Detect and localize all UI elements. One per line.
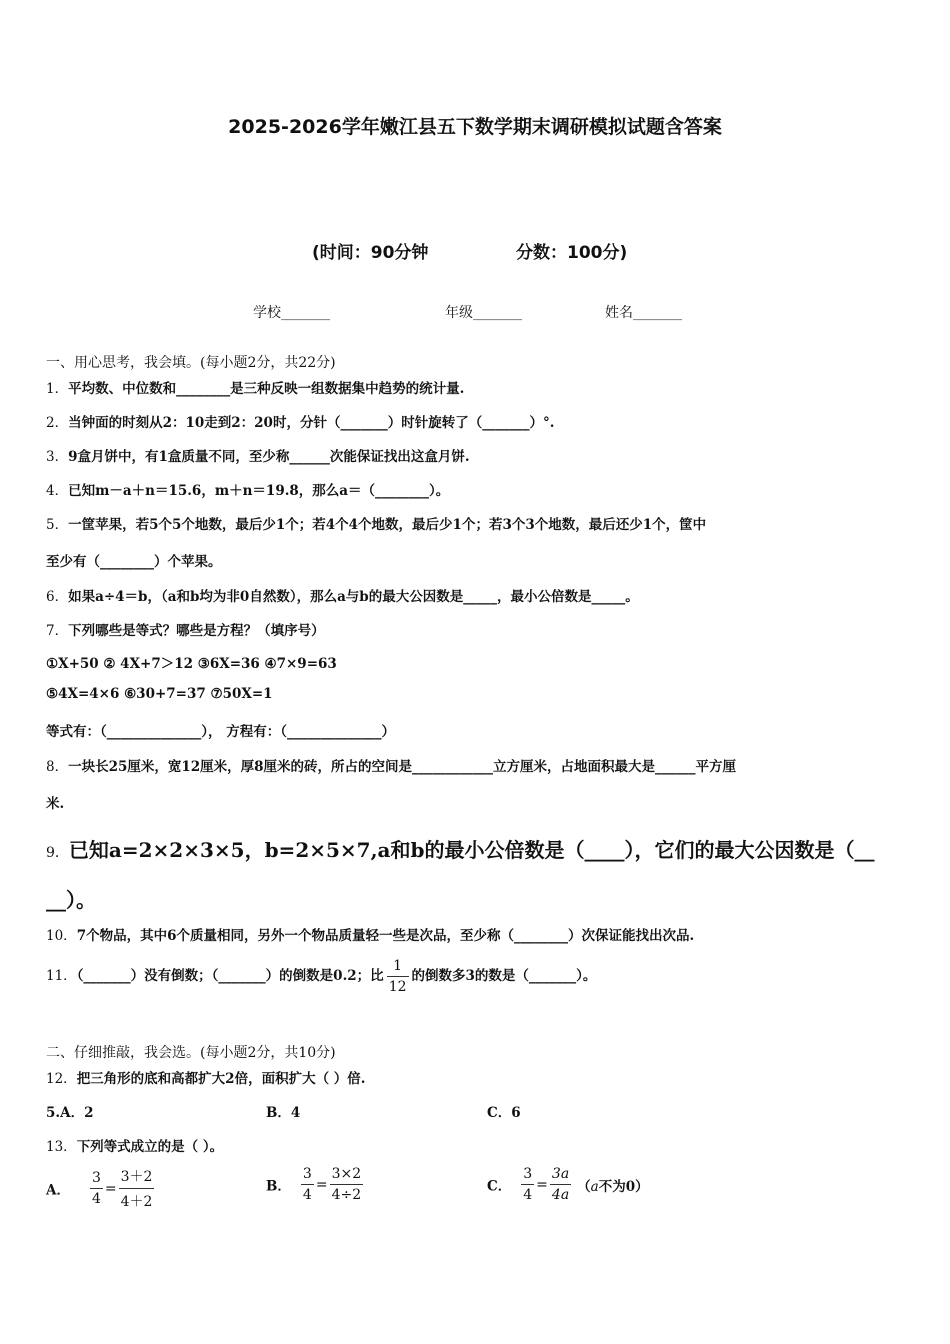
question-10 <box>46 924 694 944</box>
question-9-line-2: __）。 <box>46 888 96 912</box>
question-number: 10． <box>46 928 77 944</box>
fraction-right: $\frac{3\times 2}{4\div 2}$ <box>331 1166 362 1203</box>
question-number: 12． <box>46 1071 77 1087</box>
question-4 <box>46 479 449 499</box>
exam-time: (时间：90分钟 <box>312 243 429 263</box>
fraction-left: $\frac{3}{4}$ <box>523 1166 533 1203</box>
grade-field: 年级_______ <box>445 305 522 321</box>
option-a: 5.A．2 <box>46 1105 94 1121</box>
question-number: 4． <box>46 483 69 499</box>
question-7-items-1: ①X+50 ② 4X+7＞12 ③6X=36 ④7×9=63 <box>46 656 337 672</box>
question-8 <box>46 755 736 775</box>
question-text: 9盒月饼中，有1盒质量不同，至少称______次能保证找出这盒月饼. <box>68 449 470 465</box>
equals-sign: = <box>536 1176 548 1193</box>
question-9 <box>46 834 875 863</box>
fraction-left: $\frac{3}{4}$ <box>91 1170 101 1207</box>
question-text: 已知a=2×2×3×5，b=2×5×7,a和b的最小公倍数是（____），它们的最大公因数是（__ <box>68 838 875 862</box>
question-6 <box>46 585 639 605</box>
question-text: 一筐苹果，若5个5个地数，最后少1个；若4个4个地数，最后少1个；若3个3个地数，最后还少1个，筐中 <box>68 517 707 533</box>
question-text: 平均数、中位数和________是三种反映一组数据集中趋势的统计量. <box>68 381 465 397</box>
question-text: 7个物品，其中6个质量相同，另外一个物品质量轻一些是次品，至少称（________）次保证能找出次品. <box>76 928 695 944</box>
question-text: 下列哪些是等式？哪些是方程？（填序号） <box>68 623 325 639</box>
fraction-right: $\frac{3+2}{4+2}$ <box>119 1166 155 1211</box>
question-number: 9． <box>46 845 69 861</box>
question-5-line-2: 至少有（________）个苹果。 <box>46 554 222 570</box>
question-2 <box>46 411 554 431</box>
question-text-cont: 的倒数多3的数是（_______）。 <box>411 968 597 984</box>
question-13 <box>46 1135 223 1155</box>
question-number: 6． <box>46 589 69 605</box>
page-title: 2025-2026学年嫩江县五下数学期末调研模拟试题含答案 <box>228 116 722 138</box>
question-number: 3． <box>46 449 69 465</box>
option-c <box>487 1166 649 1203</box>
question-7 <box>46 619 325 639</box>
question-text: 一块长25厘米，宽12厘米，厚8厘米的砖，所占的空间是____________立方厘米，占地面积最大是______平方厘 <box>68 759 737 775</box>
option-label: B． <box>266 1178 291 1195</box>
name-field: 姓名_______ <box>605 305 682 321</box>
question-text: 把三角形的底和高都扩大2倍，面积扩大（ ）倍. <box>76 1071 366 1087</box>
option-b <box>266 1166 363 1203</box>
option-c: C．6 <box>487 1105 521 1121</box>
option-label: C． <box>487 1178 512 1195</box>
section-1-heading: 一、用心思考，我会填。(每小题2分，共22分) <box>46 355 336 371</box>
question-number: 1． <box>46 381 69 397</box>
question-3 <box>46 445 470 465</box>
question-number: 5． <box>46 517 69 533</box>
school-field: 学校_______ <box>253 305 330 321</box>
question-number: 2． <box>46 415 69 431</box>
option-b: B．4 <box>266 1105 301 1121</box>
fraction-left: $\frac{3}{4}$ <box>302 1166 312 1203</box>
question-7-items-2: ⑤4X=4×6 ⑥30+7=37 ⑦50X=1 <box>46 686 273 702</box>
question-text: 下列等式成立的是（ ）。 <box>76 1139 224 1155</box>
question-text: （_______）没有倒数；（_______）的倒数是0.2；比 <box>76 968 384 984</box>
question-number: 8． <box>46 759 69 775</box>
question-12 <box>46 1067 365 1087</box>
question-7-answers: 等式有：（______________）， 方程有：（______________） <box>46 724 395 740</box>
condition-note: （a不为0） <box>577 1178 649 1195</box>
equals-sign: = <box>315 1176 328 1193</box>
equals-sign: = <box>104 1180 117 1197</box>
section-2-heading: 二、仔细推敲，我会选。(每小题2分，共10分) <box>46 1045 336 1061</box>
question-11 <box>46 958 596 995</box>
exam-score: 分数：100分) <box>516 243 628 263</box>
question-number: 13． <box>46 1139 77 1155</box>
question-number: 7． <box>46 623 69 639</box>
question-1 <box>46 377 464 397</box>
question-text: 已知m－a＋n＝15.6，m＋n＝19.8，那么a＝（________）。 <box>68 483 450 499</box>
question-8-line-2: 米. <box>46 796 65 812</box>
question-text: 如果a÷4＝b，（a和b均为非0自然数），那么a与b的最大公因数是_____，最小公倍数是_____。 <box>68 589 639 605</box>
question-5 <box>46 513 706 533</box>
fraction-right: $\frac{3a}{4a}$ <box>551 1166 570 1203</box>
question-number: 11． <box>46 968 77 984</box>
option-a <box>46 1166 154 1211</box>
question-text: 当钟面的时刻从2：10走到2：20时，分针（_______）时针旋转了（_______）°. <box>68 415 555 431</box>
fraction-one-twelfth: $\frac{1}{12}$ <box>388 958 407 995</box>
option-label: A． <box>46 1182 70 1199</box>
